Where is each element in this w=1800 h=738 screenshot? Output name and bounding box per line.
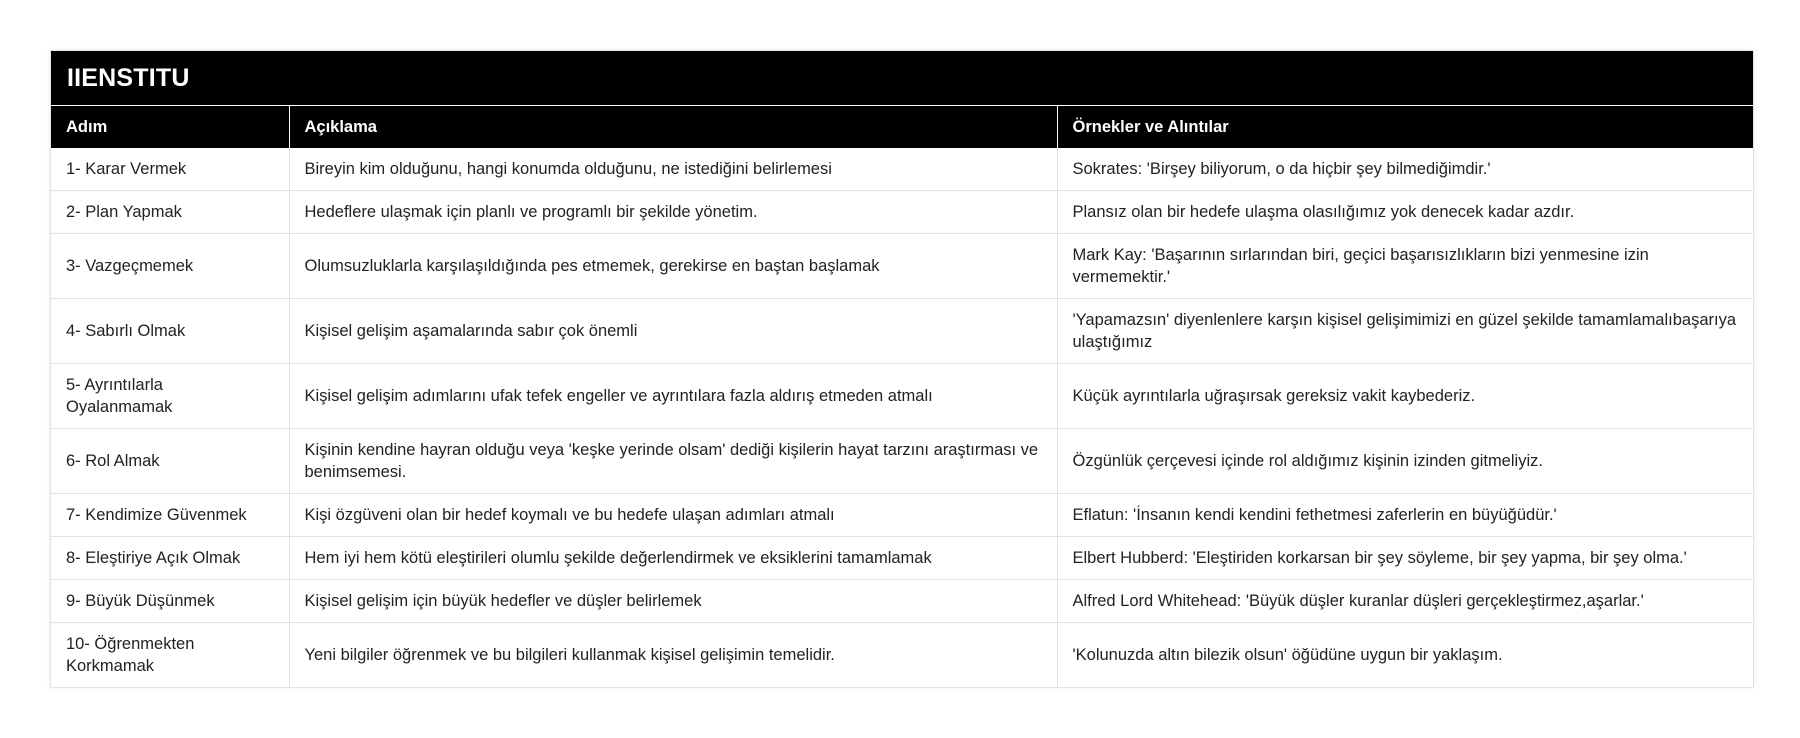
- cell-example: 'Yapamazsın' diyenlenlere karşın kişisel gelişimimizi en güzel şekilde tamamlamalıbaşarıya ulaştığımız: [1057, 299, 1753, 364]
- cell-example: Alfred Lord Whitehead: 'Büyük düşler kuranlar düşleri gerçekleştirmez,aşarlar.': [1057, 580, 1753, 623]
- header-examples: Örnekler ve Alıntılar: [1057, 106, 1753, 148]
- header-step: Adım: [51, 106, 289, 148]
- cell-description: Hem iyi hem kötü eleştirileri olumlu şekilde değerlendirmek ve eksiklerini tamamlamak: [289, 537, 1057, 580]
- cell-example: Eflatun: 'İnsanın kendi kendini fethetmesi zaferlerin en büyüğüdür.': [1057, 494, 1753, 537]
- table-row: [51, 299, 1753, 364]
- cell-example: Sokrates: 'Birşey biliyorum, o da hiçbir şey bilmediğimdir.': [1057, 148, 1753, 191]
- cell-description: Yeni bilgiler öğrenmek ve bu bilgileri kullanmak kişisel gelişimin temelidir.: [289, 623, 1057, 688]
- table-row: [51, 234, 1753, 299]
- cell-example: Özgünlük çerçevesi içinde rol aldığımız kişinin izinden gitmeliyiz.: [1057, 429, 1753, 494]
- table-row: [51, 148, 1753, 191]
- cell-description: Kişisel gelişim için büyük hedefler ve düşler belirlemek: [289, 580, 1057, 623]
- table-row: [51, 494, 1753, 537]
- cell-description: Olumsuzluklarla karşılaşıldığında pes etmemek, gerekirse en baştan başlamak: [289, 234, 1057, 299]
- cell-description: Hedeflere ulaşmak için planlı ve programlı bir şekilde yönetim.: [289, 191, 1057, 234]
- cell-description: Kişisel gelişim adımlarını ufak tefek engeller ve ayrıntılara fazla aldırış etmeden atmalı: [289, 364, 1057, 429]
- cell-description: Kişi özgüveni olan bir hedef koymalı ve bu hedefe ulaşan adımları atmalı: [289, 494, 1057, 537]
- cell-example: Küçük ayrıntılarla uğraşırsak gereksiz vakit kaybederiz.: [1057, 364, 1753, 429]
- cell-step: 9- Büyük Düşünmek: [51, 580, 289, 623]
- cell-step: 1- Karar Vermek: [51, 148, 289, 191]
- cell-step: 8- Eleştiriye Açık Olmak: [51, 537, 289, 580]
- cell-step: 4- Sabırlı Olmak: [51, 299, 289, 364]
- cell-description: Bireyin kim olduğunu, hangi konumda olduğunu, ne istediğini belirlemesi: [289, 148, 1057, 191]
- table-row: [51, 364, 1753, 429]
- cell-description: Kişinin kendine hayran olduğu veya 'keşke yerinde olsam' dediği kişilerin hayat tarzını araştırması ve benimsemesi.: [289, 429, 1057, 494]
- cell-step: 5- Ayrıntılarla Oyalanmamak: [51, 364, 289, 429]
- steps-table-card: [50, 50, 1754, 688]
- table-row: [51, 191, 1753, 234]
- steps-table: [51, 106, 1753, 687]
- cell-example: Elbert Hubberd: 'Eleştiriden korkarsan bir şey söyleme, bir şey yapma, bir şey olma.': [1057, 537, 1753, 580]
- table-row: [51, 429, 1753, 494]
- cell-step: 2- Plan Yapmak: [51, 191, 289, 234]
- brand-title: IIENSTITU: [51, 51, 1753, 106]
- cell-example: Plansız olan bir hedefe ulaşma olasılığımız yok denecek kadar azdır.: [1057, 191, 1753, 234]
- cell-step: 3- Vazgeçmemek: [51, 234, 289, 299]
- cell-step: 7- Kendimize Güvenmek: [51, 494, 289, 537]
- cell-example: 'Kolunuzda altın bilezik olsun' öğüdüne uygun bir yaklaşım.: [1072, 646, 1503, 664]
- table-header-row: [51, 106, 1753, 148]
- table-row: [51, 537, 1753, 580]
- cell-step: 6- Rol Almak: [51, 429, 289, 494]
- table-row: [51, 623, 1753, 688]
- cell-description: Kişisel gelişim aşamalarında sabır çok önemli: [289, 299, 1057, 364]
- cell-example: Mark Kay: 'Başarının sırlarından biri, geçici başarısızlıkların bizi yenmesine izin vermemektir.': [1057, 234, 1753, 299]
- header-description: Açıklama: [289, 106, 1057, 148]
- table-row: [51, 580, 1753, 623]
- cell-step: 10- Öğrenmekten Korkmamak: [51, 623, 289, 688]
